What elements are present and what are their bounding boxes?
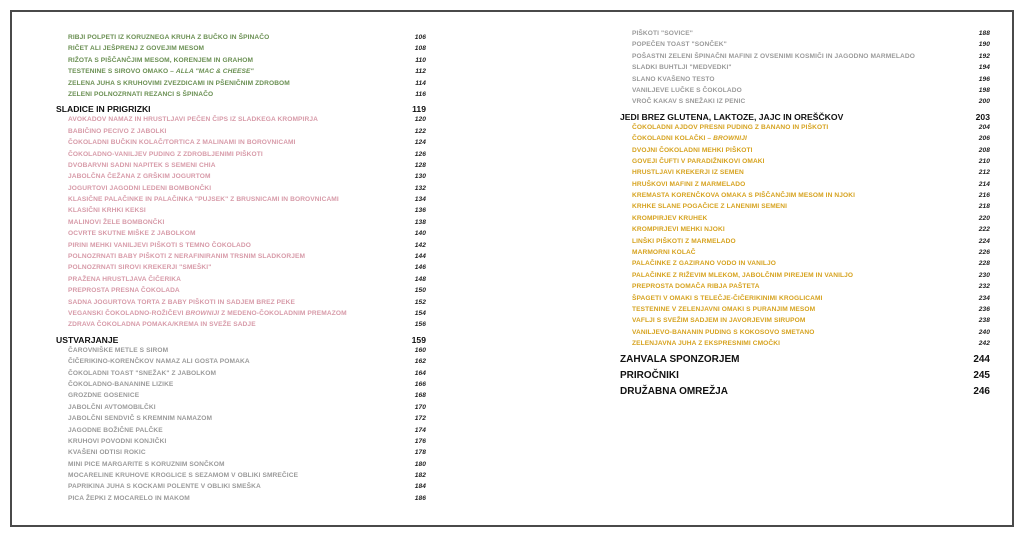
entry-page: 242 xyxy=(978,340,990,348)
entry-title: ČOKOLADNO-VANILJEV PUDING Z ZDROBLJENIMI PIŠKOTI xyxy=(68,150,263,158)
left-column xyxy=(56,34,426,506)
entry-title: POLNOZRNATI SIROVI KREKERJI "SMEŠKI" xyxy=(68,264,212,272)
toc-entry[interactable] xyxy=(56,151,426,162)
entry-page: 170 xyxy=(414,403,426,411)
entry-page: 164 xyxy=(414,369,426,377)
entry-page: 140 xyxy=(414,230,426,238)
entry-title: MOCARELINE KRUHOVE KROGLICE S SEZAMOM V OBLIKI SMREČICE xyxy=(68,472,299,480)
entry-page: 236 xyxy=(978,305,990,313)
toc-entry[interactable] xyxy=(620,98,990,109)
entry-title: BABIČINO PECIVO Z JABOLKI xyxy=(68,127,167,135)
entry-page: 176 xyxy=(414,437,426,445)
entry-title-rest: Z MEDENO-ČOKOLADNIM PREMAZOM xyxy=(219,309,347,317)
section-title: DRUŽABNA OMREŽJA xyxy=(620,385,728,397)
entry-title: RIČET ALI JEŠPRENJ Z GOVEJIM MESOM xyxy=(68,45,205,53)
toc-entry[interactable] xyxy=(620,41,990,52)
entry-page: 228 xyxy=(978,260,990,268)
entry-title: VROČ KAKAV S SNEŽAKI IZ PENIC xyxy=(632,98,746,106)
toc-entry[interactable] xyxy=(56,139,426,150)
toc-entry[interactable] xyxy=(620,53,990,64)
entry-title-emphasis: BROWNIJI xyxy=(185,309,220,317)
entry-title: GROZDNE GOSENICE xyxy=(68,392,140,400)
entry-title: POPEČEN TOAST "SONČEK" xyxy=(632,41,727,49)
entry-page: 220 xyxy=(978,214,990,222)
entry-page: 178 xyxy=(414,449,426,457)
entry-page: 180 xyxy=(414,460,426,468)
toc-entry[interactable] xyxy=(620,203,990,214)
entry-title: PAPRIKINA JUHA S KOCKAMI POLENTE V OBLIKI SMEŠKA xyxy=(68,483,261,491)
entry-title: ZELENI POLNOZRNATI REZANCI S ŠPINAČO xyxy=(68,90,214,98)
section-title: USTVARJANJE xyxy=(56,334,119,345)
toc-entry[interactable] xyxy=(56,80,426,91)
entry-title: ČOKOLADNO-BANANINE LIZIKE xyxy=(68,380,174,388)
entry-title: KLASIČNE PALAČINKE IN PALAČINKA "PUJSEK" Z BRUSNICAMI IN BOROVNICAMI xyxy=(68,196,339,204)
entry-page: 184 xyxy=(414,483,426,491)
entry-title: RIBJI POLPETI IZ KORUZNEGA KRUHA Z BUČKO IN ŠPINAČO xyxy=(68,34,270,41)
toc-entry[interactable] xyxy=(56,404,426,415)
entry-page: 214 xyxy=(978,180,990,188)
entry-page: 212 xyxy=(978,169,990,177)
entry-title: JAGODNE BOŽIČNE PALČKE xyxy=(68,426,163,434)
section-page: 203 xyxy=(975,111,990,122)
entry-page: 172 xyxy=(414,415,426,423)
entry-title: SADNA JOGURTOVA TORTA Z BABY PIŠKOTI IN SADJEM BREZ PEKE xyxy=(68,298,296,306)
entry-title-main: ČOKOLADNI KOLAČKI – xyxy=(632,135,714,143)
toc-entry[interactable] xyxy=(56,370,426,381)
toc-entry[interactable] xyxy=(56,299,426,310)
entry-page: 144 xyxy=(414,253,426,261)
entry-page: 238 xyxy=(978,317,990,325)
entry-title: DVOBARVNI SADNI NAPITEK S SEMENI CHIA xyxy=(68,161,216,169)
entry-title: MINI PICE MARGARITE S KORUZNIM SONČKOM xyxy=(68,460,225,468)
section-page: 119 xyxy=(412,104,426,115)
section-title: ZAHVALA SPONZORJEM xyxy=(620,353,740,365)
toc-entry[interactable] xyxy=(620,329,990,340)
toc-entry[interactable] xyxy=(56,242,426,253)
toc-entry[interactable] xyxy=(56,34,426,45)
entry-title: KROMPIRJEV KRUHEK xyxy=(632,214,708,222)
section-page: 244 xyxy=(973,353,990,365)
entry-title: JABOLČNI AVTOMOBILČKI xyxy=(68,403,156,411)
toc-entry[interactable] xyxy=(56,276,426,287)
toc-entry[interactable] xyxy=(620,192,990,203)
entry-page: 142 xyxy=(414,241,426,249)
entry-page: 152 xyxy=(414,298,426,306)
entry-page: 232 xyxy=(978,283,990,291)
toc-entry[interactable] xyxy=(56,287,426,298)
entry-page: 126 xyxy=(414,150,426,158)
entry-title-main: VEGANSKI ČOKOLADNO-ROŽIČEVI xyxy=(68,309,186,317)
toc-entry[interactable] xyxy=(620,169,990,180)
toc-entry[interactable] xyxy=(56,321,426,332)
toc-entry[interactable] xyxy=(56,392,426,403)
toc-entry[interactable] xyxy=(620,226,990,237)
toc-entry[interactable] xyxy=(56,438,426,449)
entry-title: DVOJNI ČOKOLADNI MEHKI PIŠKOTI xyxy=(632,146,753,154)
entry-title: POLNOZRNATI BABY PIŠKOTI Z NERAFINIRANIM TRSNIM SLADKORJEM xyxy=(68,253,306,261)
entry-title: PICA ŽEPKI Z MOCARELO IN MAKOM xyxy=(68,494,190,502)
entry-title: VANILJEVE LUČKE S ČOKOLADO xyxy=(632,86,742,94)
entry-title: ČAROVNIŠKE METLE S SIROM xyxy=(68,346,169,354)
toc-entry[interactable] xyxy=(620,215,990,226)
entry-title: ZELENJAVNA JUHA Z EKSPRESNIMI CMOČKI xyxy=(632,340,781,348)
entry-page: 132 xyxy=(414,184,426,192)
entry-title: KRHKE SLANE POGAČICE Z LANENIMI SEMENI xyxy=(632,203,788,211)
entry-title-emphasis: BROWNIJI xyxy=(713,135,747,143)
entry-page: 154 xyxy=(414,309,426,317)
toc-entry[interactable] xyxy=(620,340,990,351)
toc-entry[interactable] xyxy=(620,87,990,98)
entry-title: VAFLJI S SVEŽIM SADJEM IN JAVORJEVIM SIRUPOM xyxy=(632,317,806,325)
entry-page: 124 xyxy=(414,139,426,147)
entry-title: ZDRAVA ČOKOLADNA POMAKA/KREMA IN SVEŽE SADJE xyxy=(68,321,256,329)
entry-page: 156 xyxy=(414,321,426,329)
entry-page: 116 xyxy=(415,90,426,98)
toc-entry[interactable] xyxy=(56,427,426,438)
entry-title xyxy=(68,68,254,75)
entry-title: KREMASTA KORENČKOVA OMAKA S PIŠČANČJIM MESOM IN NJOKI xyxy=(632,192,856,200)
entry-page: 234 xyxy=(978,294,990,302)
entry-title: ČOKOLADNI BUČKIN KOLAČ/TORTICA Z MALINAMI IN BOROVNICAMI xyxy=(68,139,296,147)
entry-title: HRUSTLJAVI KREKERJI IZ SEMEN xyxy=(632,169,744,177)
entry-title: JABOLČNI SENDVIČ S KREMNIM NAMAZOM xyxy=(68,415,213,423)
toc-entry[interactable] xyxy=(56,347,426,358)
toc-entry[interactable] xyxy=(56,91,426,102)
section-heading-ustvarjanje[interactable] xyxy=(56,333,426,347)
entry-title: PALAČINKE Z RIŽEVIM MLEKOM, JABOLČNIM PIREJEM IN VANILJO xyxy=(632,271,854,279)
entry-title: MALINOVI ŽELE BOMBONČKI xyxy=(68,218,165,226)
toc-entry[interactable] xyxy=(620,76,990,87)
entry-title: GOVEJI ČUFTI V PARADIŽNIKOVI OMAKI xyxy=(632,157,765,165)
entry-page: 160 xyxy=(414,346,426,354)
entry-title: PREPROSTA PRESNA ČOKOLADA xyxy=(68,287,180,295)
entry-page: 192 xyxy=(978,52,990,60)
toc-entry[interactable] xyxy=(56,358,426,369)
toc-entry[interactable] xyxy=(56,196,426,207)
entry-page: 206 xyxy=(978,135,990,143)
entry-page: 138 xyxy=(414,218,426,226)
entry-title: PREPROSTA DOMAČA RIBJA PAŠTETA xyxy=(632,283,760,291)
section-title: PRIROČNIKI xyxy=(620,369,679,381)
entry-title xyxy=(68,310,347,317)
entry-page: 182 xyxy=(414,472,426,480)
entry-page: 134 xyxy=(414,196,426,204)
entry-title: SLADKI BUHTLJI "MEDVEDKI" xyxy=(632,64,732,72)
entry-title: OCVRTE SKUTNE MIŠKE Z JABOLKOM xyxy=(68,230,196,238)
entry-page: 198 xyxy=(978,86,990,94)
toc-entry[interactable] xyxy=(56,449,426,460)
entry-page: 166 xyxy=(414,380,426,388)
toc-entry[interactable] xyxy=(620,295,990,306)
entry-page: 148 xyxy=(414,275,426,283)
toc-entry[interactable] xyxy=(56,415,426,426)
entry-page: 194 xyxy=(978,64,990,72)
entry-title: RIŽOTA S PIŠČANČJIM MESOM, KORENJEM IN GRAHOM xyxy=(68,56,254,64)
entry-page: 218 xyxy=(978,203,990,211)
entry-page: 150 xyxy=(414,287,426,295)
section-heading-sladice[interactable] xyxy=(56,102,426,116)
toc-entry[interactable] xyxy=(56,116,426,127)
toc-entry[interactable] xyxy=(56,253,426,264)
entry-page: 188 xyxy=(978,30,990,37)
toc-entry[interactable] xyxy=(56,483,426,494)
entry-page: 186 xyxy=(414,494,426,502)
toc-entry[interactable] xyxy=(56,472,426,483)
section-heading-brez-glutena[interactable] xyxy=(620,110,990,124)
entry-page: 240 xyxy=(978,328,990,336)
entry-page: 208 xyxy=(978,146,990,154)
book-spread xyxy=(10,10,1014,527)
entry-title: PIŠKOTI "SOVICE" xyxy=(632,30,693,37)
entry-page: 216 xyxy=(978,192,990,200)
entry-title: KRUHOVI POVODNI KONJIČKI xyxy=(68,437,167,445)
toc-entry[interactable] xyxy=(56,173,426,184)
entry-page: 122 xyxy=(414,127,426,135)
toc-entry[interactable] xyxy=(620,158,990,169)
entry-page: 120 xyxy=(414,116,426,124)
toc-entry[interactable] xyxy=(56,495,426,506)
toc-entry[interactable] xyxy=(56,264,426,275)
entry-page: 230 xyxy=(978,271,990,279)
toc-entry[interactable] xyxy=(620,317,990,328)
entry-title xyxy=(632,135,747,142)
toc-entry[interactable] xyxy=(620,124,990,135)
entry-title: AVOKADOV NAMAZ IN HRUSTLJAVI PEČEN ČIPS IZ SLADKEGA KROMPIRJA xyxy=(68,116,318,124)
toc-entry[interactable] xyxy=(620,306,990,317)
entry-page: 130 xyxy=(414,173,426,181)
toc-entry[interactable] xyxy=(620,249,990,260)
entry-title: VANILJEVO-BANANIN PUDING S KOKOSOVO SMETANO xyxy=(632,328,815,336)
toc-entry[interactable] xyxy=(620,135,990,146)
entry-title: KVAŠENI ODTISI ROKIC xyxy=(68,449,146,457)
toc-entry[interactable] xyxy=(56,185,426,196)
entry-title: ŠPAGETI V OMAKI S TELEČJE-ČIČERIKINIMI KROGLICAMI xyxy=(632,294,823,302)
toc-entry[interactable] xyxy=(56,45,426,56)
entry-title-main: TESTENINE S SIROVO OMAKO – xyxy=(68,68,176,76)
toc-entry[interactable] xyxy=(620,272,990,283)
entry-page: 224 xyxy=(978,237,990,245)
entry-page: 174 xyxy=(414,426,426,434)
entry-page: 204 xyxy=(978,123,990,131)
entry-title: KLASIČNI KRHKI KEKSI xyxy=(68,207,146,215)
section-heading-druzabna-omrezja[interactable] xyxy=(620,384,990,400)
entry-title: MARMORNI KOLAČ xyxy=(632,249,696,257)
entry-title: PALAČINKE Z GAZIRANO VODO IN VANILJO xyxy=(632,260,777,268)
entry-page: 226 xyxy=(978,249,990,257)
entry-title: ČOKOLADNI TOAST "SNEŽAK" Z JABOLKOM xyxy=(68,369,217,377)
toc-entry[interactable] xyxy=(620,260,990,271)
toc-entry[interactable] xyxy=(56,68,426,79)
entry-page: 222 xyxy=(978,226,990,234)
entry-title: ČIČERIKINO-KORENČKOV NAMAZ ALI GOSTA POMAKA xyxy=(68,358,250,366)
toc-entry[interactable] xyxy=(620,283,990,294)
toc-entry[interactable] xyxy=(620,181,990,192)
entry-page: 162 xyxy=(414,358,426,366)
entry-title: JOGURTOVI JAGODNI LEDENI BOMBONČKI xyxy=(68,184,212,192)
section-heading-prirocniki[interactable] xyxy=(620,368,990,384)
entry-title: SLANO KVAŠENO TESTO xyxy=(632,75,715,83)
entry-title: HRUŠKOVI MAFINI Z MARMELADO xyxy=(632,180,746,188)
entry-title: POŠASTNI ZELENI ŠPINAČNI MAFINI Z OVSENIMI KOSMIČI IN JAGODNO MARMELADO xyxy=(632,52,915,60)
section-heading-zahvala[interactable] xyxy=(620,352,990,368)
toc-entry[interactable] xyxy=(56,57,426,68)
section-page: 245 xyxy=(973,369,990,381)
toc-entry[interactable] xyxy=(56,162,426,173)
entry-page: 110 xyxy=(415,56,426,64)
entry-page: 108 xyxy=(414,45,426,53)
section-page: 159 xyxy=(411,334,426,345)
entry-title: KROMPIRJEVI MEHKI NJOKI xyxy=(632,226,725,234)
section-page: 246 xyxy=(973,385,990,397)
toc-entry[interactable] xyxy=(56,381,426,392)
toc-entry[interactable] xyxy=(620,147,990,158)
entry-page: 196 xyxy=(978,75,990,83)
entry-page: 190 xyxy=(978,41,990,49)
entry-page: 112 xyxy=(415,68,426,76)
entry-page: 200 xyxy=(978,98,990,106)
toc-entry[interactable] xyxy=(56,207,426,218)
entry-page: 210 xyxy=(978,157,990,165)
entry-page: 114 xyxy=(415,79,426,87)
entry-title: PIRINI MEHKI VANILJEVI PIŠKOTI S TEMNO ČOKOLADO xyxy=(68,241,251,249)
toc-entry[interactable] xyxy=(620,30,990,41)
entry-title: TESTENINE V ZELENJAVNI OMAKI S PURANJIM MESOM xyxy=(632,305,816,313)
entry-page: 106 xyxy=(414,34,426,41)
entry-page: 128 xyxy=(414,161,426,169)
section-title: JEDI BREZ GLUTENA, LAKTOZE, JAJC IN OREŠČKOV xyxy=(620,111,844,122)
toc-entry[interactable] xyxy=(56,219,426,230)
entry-title: JABOLČNA ČEŽANA Z GRŠKIM JOGURTOM xyxy=(68,173,211,181)
entry-title: PRAŽENA HRUSTLJAVA ČIČERIKA xyxy=(68,275,181,283)
entry-page: 168 xyxy=(414,392,426,400)
section-title: SLADICE IN PRIGRIZKI xyxy=(56,104,151,115)
toc-entry[interactable] xyxy=(56,230,426,241)
right-column xyxy=(620,30,990,400)
toc-entry[interactable] xyxy=(56,128,426,139)
entry-title: ČOKOLADNI AJDOV PRESNI PUDING Z BANANO IN PIŠKOTI xyxy=(632,123,829,131)
entry-title-emphasis: ALLA "MAC & CHEESE" xyxy=(175,68,254,76)
toc-entry[interactable] xyxy=(620,238,990,249)
toc-entry[interactable] xyxy=(56,461,426,472)
entry-page: 136 xyxy=(414,207,426,215)
entry-title: LINŠKI PIŠKOTI Z MARMELADO xyxy=(632,237,736,245)
entry-page: 146 xyxy=(414,264,426,272)
toc-entry[interactable] xyxy=(56,310,426,321)
toc-entry[interactable] xyxy=(620,64,990,75)
entry-title: ZELENA JUHA S KRUHOVIMI ZVEZDICAMI IN PŠENIČNIM ZDROBOM xyxy=(68,79,290,87)
